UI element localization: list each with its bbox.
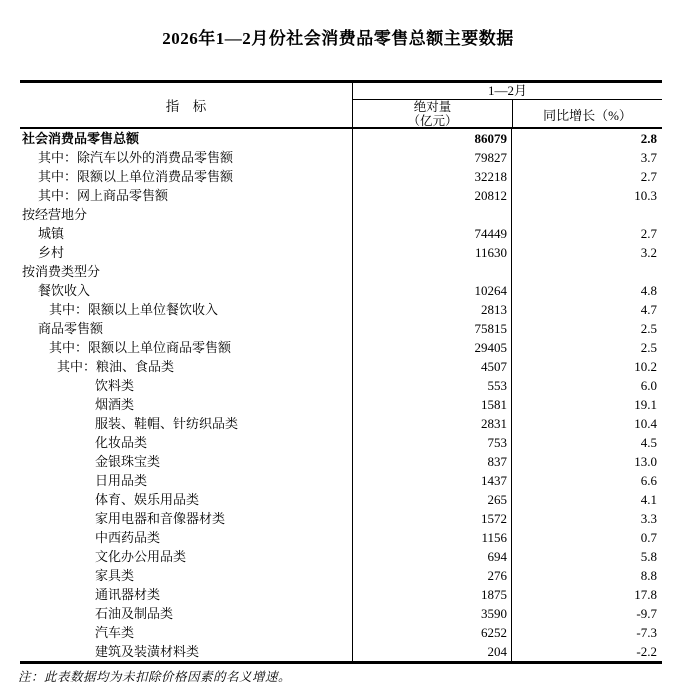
row-growth-value: 3.3: [640, 511, 657, 526]
table-row: [20, 509, 662, 528]
table-row: [20, 471, 662, 490]
row-label: 其中：粮油、食品类: [57, 359, 175, 374]
row-label: 餐饮收入: [38, 283, 91, 298]
row-label: 其中：除汽车以外的消费品零售额: [38, 150, 234, 165]
row-label: 建筑及装潢材料类: [95, 644, 200, 659]
table-row: [20, 566, 662, 585]
data-table: [20, 80, 662, 664]
row-label: 中西药品类: [95, 530, 161, 545]
row-label: 服装、鞋帽、针纺织品类: [95, 416, 239, 431]
table-row: [20, 395, 662, 414]
row-absolute-value: [352, 262, 512, 281]
row-absolute-value: 1581: [352, 395, 512, 414]
row-label: 通讯器材类: [95, 587, 161, 602]
row-growth-value: -2.2: [636, 644, 657, 659]
row-absolute-value: 694: [352, 547, 512, 566]
row-growth-value: 6.6: [640, 473, 657, 488]
row-growth-value: 2.7: [640, 169, 657, 184]
table-row: [20, 300, 662, 319]
table-row: [20, 243, 662, 262]
header-absolute-line1: 绝对量: [413, 100, 452, 114]
header-period-group: [352, 83, 662, 127]
row-absolute-value: 204: [352, 642, 512, 661]
page-title: 2026年1—2月份社会消费品零售总额主要数据: [162, 29, 514, 48]
row-label: 商品零售额: [38, 321, 104, 336]
table-row: [20, 262, 662, 281]
row-absolute-value: 74449: [352, 224, 512, 243]
header-subcolumns: [353, 100, 662, 128]
row-growth-value: -7.3: [636, 625, 657, 640]
row-growth-value: 19.1: [634, 397, 657, 412]
table-row: [20, 186, 662, 205]
table-row: [20, 376, 662, 395]
row-label: 乡村: [38, 245, 65, 260]
row-growth-value: 10.3: [634, 188, 657, 203]
row-absolute-value: 753: [352, 433, 512, 452]
table-row: [20, 623, 662, 642]
row-absolute-value: [352, 205, 512, 224]
row-label: 金银珠宝类: [95, 454, 161, 469]
row-label: 城镇: [38, 226, 65, 241]
row-absolute-value: 276: [352, 566, 512, 585]
row-label: 饮料类: [95, 378, 135, 393]
row-label: 文化办公用品类: [95, 549, 187, 564]
row-growth-value: 13.0: [634, 454, 657, 469]
table-row: [20, 528, 662, 547]
row-label: 按经营地分: [22, 207, 88, 222]
table-row: [20, 452, 662, 471]
row-growth-value: 2.7: [640, 226, 657, 241]
row-growth-value: 8.8: [640, 568, 657, 583]
table-header: [20, 83, 662, 129]
row-absolute-value: 265: [352, 490, 512, 509]
row-label: 其中：网上商品零售额: [38, 188, 169, 203]
table-row: [20, 414, 662, 433]
header-absolute-line2: （亿元）: [407, 114, 458, 128]
header-indicator: 指 标: [165, 99, 207, 114]
row-label: 家具类: [95, 568, 135, 583]
row-absolute-value: 837: [352, 452, 512, 471]
table-row: [20, 224, 662, 243]
row-label: 汽车类: [95, 625, 135, 640]
row-growth-value: 0.7: [640, 530, 657, 545]
footnote: 注：此表数据均为未扣除价格因素的名义增速。: [18, 670, 292, 684]
row-growth-value: 5.8: [640, 549, 657, 564]
row-absolute-value: 4507: [352, 357, 512, 376]
row-label: 按消费类型分: [22, 264, 101, 279]
row-growth-value: 2.5: [640, 321, 657, 336]
row-absolute-value: 1875: [352, 585, 512, 604]
row-absolute-value: 29405: [352, 338, 512, 357]
row-growth-value: 4.1: [640, 492, 657, 507]
table-row: [20, 642, 662, 661]
row-label: 烟酒类: [95, 397, 135, 412]
row-growth-value: -9.7: [636, 606, 657, 621]
row-label: 日用品类: [95, 473, 148, 488]
row-absolute-value: 6252: [352, 623, 512, 642]
row-growth-value: 10.4: [634, 416, 657, 431]
row-absolute-value: 2813: [352, 300, 512, 319]
table-row: [20, 148, 662, 167]
row-absolute-value: 11630: [352, 243, 512, 262]
table-row: [20, 357, 662, 376]
row-absolute-value: 2831: [352, 414, 512, 433]
row-absolute-value: 32218: [352, 167, 512, 186]
row-growth-value: [512, 205, 662, 224]
row-growth-value: 3.7: [640, 150, 657, 165]
table-body: [20, 129, 662, 664]
row-label: 体育、娱乐用品类: [95, 492, 200, 507]
header-period: 1—2月: [353, 83, 662, 100]
table-row: [20, 547, 662, 566]
row-growth-value: 10.2: [634, 359, 657, 374]
row-growth-value: 4.8: [640, 283, 657, 298]
header-yoy-growth: 同比增长（%）: [543, 107, 632, 123]
table-row: [20, 281, 662, 300]
table-row: [20, 167, 662, 186]
table-row: [20, 338, 662, 357]
table-row: [20, 585, 662, 604]
row-absolute-value: 1437: [352, 471, 512, 490]
row-label: 其中：限额以上单位消费品零售额: [38, 169, 234, 184]
row-absolute-value: 1156: [352, 528, 512, 547]
row-absolute-value: 75815: [352, 319, 512, 338]
row-growth-value: [512, 262, 662, 281]
row-growth-value: 4.5: [640, 435, 657, 450]
table-row: [20, 205, 662, 224]
header-absolute-amount: [353, 100, 513, 128]
table-row: [20, 129, 662, 148]
row-growth-value: 6.0: [640, 378, 657, 393]
table-row: [20, 433, 662, 452]
row-label: 石油及制品类: [95, 606, 174, 621]
table-row: [20, 490, 662, 509]
row-growth-value: 3.2: [640, 245, 657, 260]
row-label: 其中：限额以上单位餐饮收入: [49, 302, 219, 317]
row-growth-value: 4.7: [640, 302, 657, 317]
row-absolute-value: 553: [352, 376, 512, 395]
row-absolute-value: 3590: [352, 604, 512, 623]
table-row: [20, 319, 662, 338]
row-label: 化妆品类: [95, 435, 148, 450]
row-absolute-value: 10264: [352, 281, 512, 300]
row-absolute-value: 79827: [352, 148, 512, 167]
row-absolute-value: 20812: [352, 186, 512, 205]
table-row: [20, 604, 662, 623]
row-label: 其中：限额以上单位商品零售额: [49, 340, 232, 355]
row-absolute-value: 86079: [352, 129, 512, 148]
row-growth-value: 2.5: [640, 340, 657, 355]
row-absolute-value: 1572: [352, 509, 512, 528]
row-growth-value: 17.8: [634, 587, 657, 602]
row-label: 家用电器和音像器材类: [95, 511, 226, 526]
row-label: 社会消费品零售总额: [22, 131, 140, 146]
row-growth-value: 2.8: [640, 131, 657, 146]
